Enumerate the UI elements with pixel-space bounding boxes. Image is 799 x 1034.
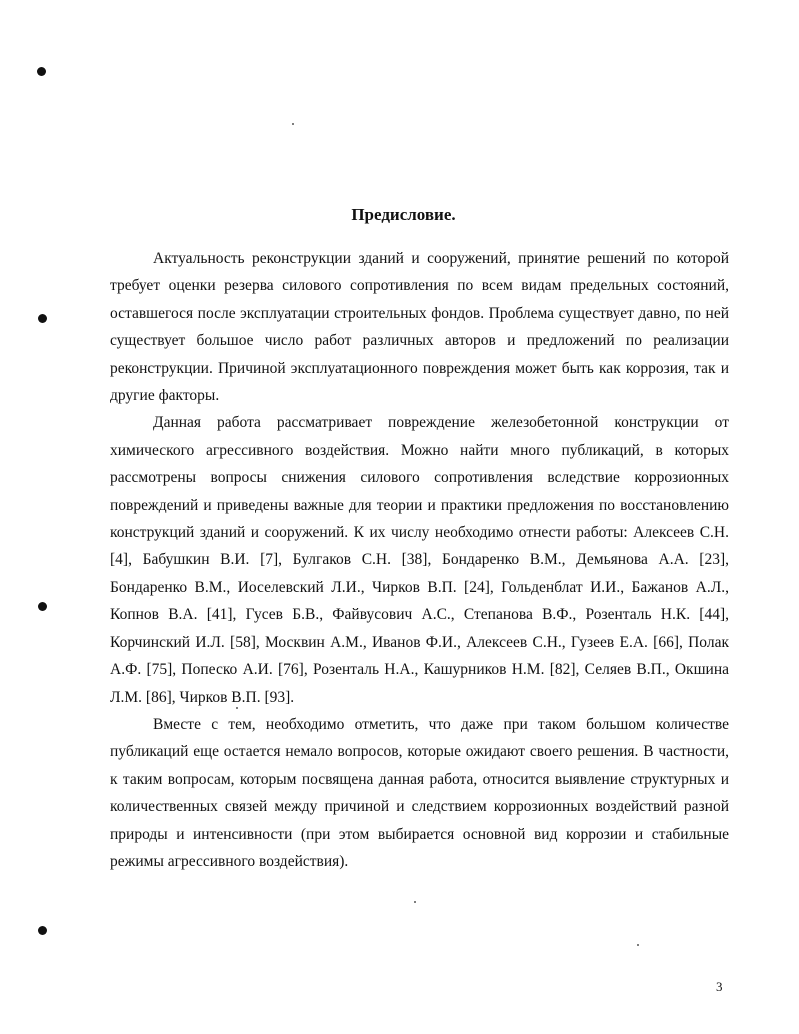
paragraph: Данная работа рассматривает повреждение железобетонной конструкции от химического агрессивного воздействия. Можно найти много публикаций, в которых рассмотрены вопросы снижения силового сопротивления вследствие коррозионных повреждений и приведены важные для теории и практики предложения по восстановлению конструкций зданий и сооружений. К их числу необходимо отнести работы: Алексеев С.Н. [4], Бабушкин В.И. [7], Булгаков С.Н. [38], Бондаренко В.М., Демьянова А.А. [23], Бондаренко В.М., Иоселевский Л.И., Чирков В.П. [24], Гольденблат И.И., Бажанов А.Л., Копнов В.А. [41], Гусев Б.В., Файвусович А.С., Степанова В.Ф., Розенталь Н.К. [44], Корчинский И.Л. [58], Москвин А.М., Иванов Ф.И., Алексеев С.Н., Гузеев Е.А. [66], Полак А.Ф. [75], Попеско А.И. [76], Розенталь Н.А., Кашурников Н.М. [82], Селяев В.П., Окшина Л.М. [86], Чирков В.П. [93].	[110, 414, 729, 706]
body-text	[110, 245, 729, 875]
scan-speck	[292, 123, 294, 125]
scan-speck	[414, 901, 416, 903]
page-number: 3	[716, 979, 723, 994]
page-title: Предисловие.	[351, 205, 456, 224]
paragraph: Актуальность реконструкции зданий и сооружений, принятие решений по которой требует оценки резерва силового сопротивления по всем видам предельных состояний, оставшегося после эксплуатации строительных фондов. Проблема существует давно, по ней существует большое число работ различных авторов и предложений по реализации реконструкции. Причиной эксплуатационного повреждения может быть как коррозия, так и другие факторы.	[110, 250, 729, 405]
punch-hole-mark	[38, 314, 47, 323]
punch-hole-mark	[38, 926, 47, 935]
paragraph: Вместе с тем, необходимо отметить, что даже при таком большом количестве публикаций еще остается немало вопросов, которые ожидают своего решения. В частности, к таким вопросам, которым посвящена данная работа, относится выявление структурных и количественных связей между причиной и следствием коррозионных воздействий разной природы и интенсивности (при этом выбирается основной вид коррозии и стабильные режимы агрессивного воздействия).	[110, 715, 729, 870]
scan-speck	[637, 944, 639, 946]
punch-hole-mark	[37, 67, 46, 76]
punch-hole-mark	[38, 602, 47, 611]
